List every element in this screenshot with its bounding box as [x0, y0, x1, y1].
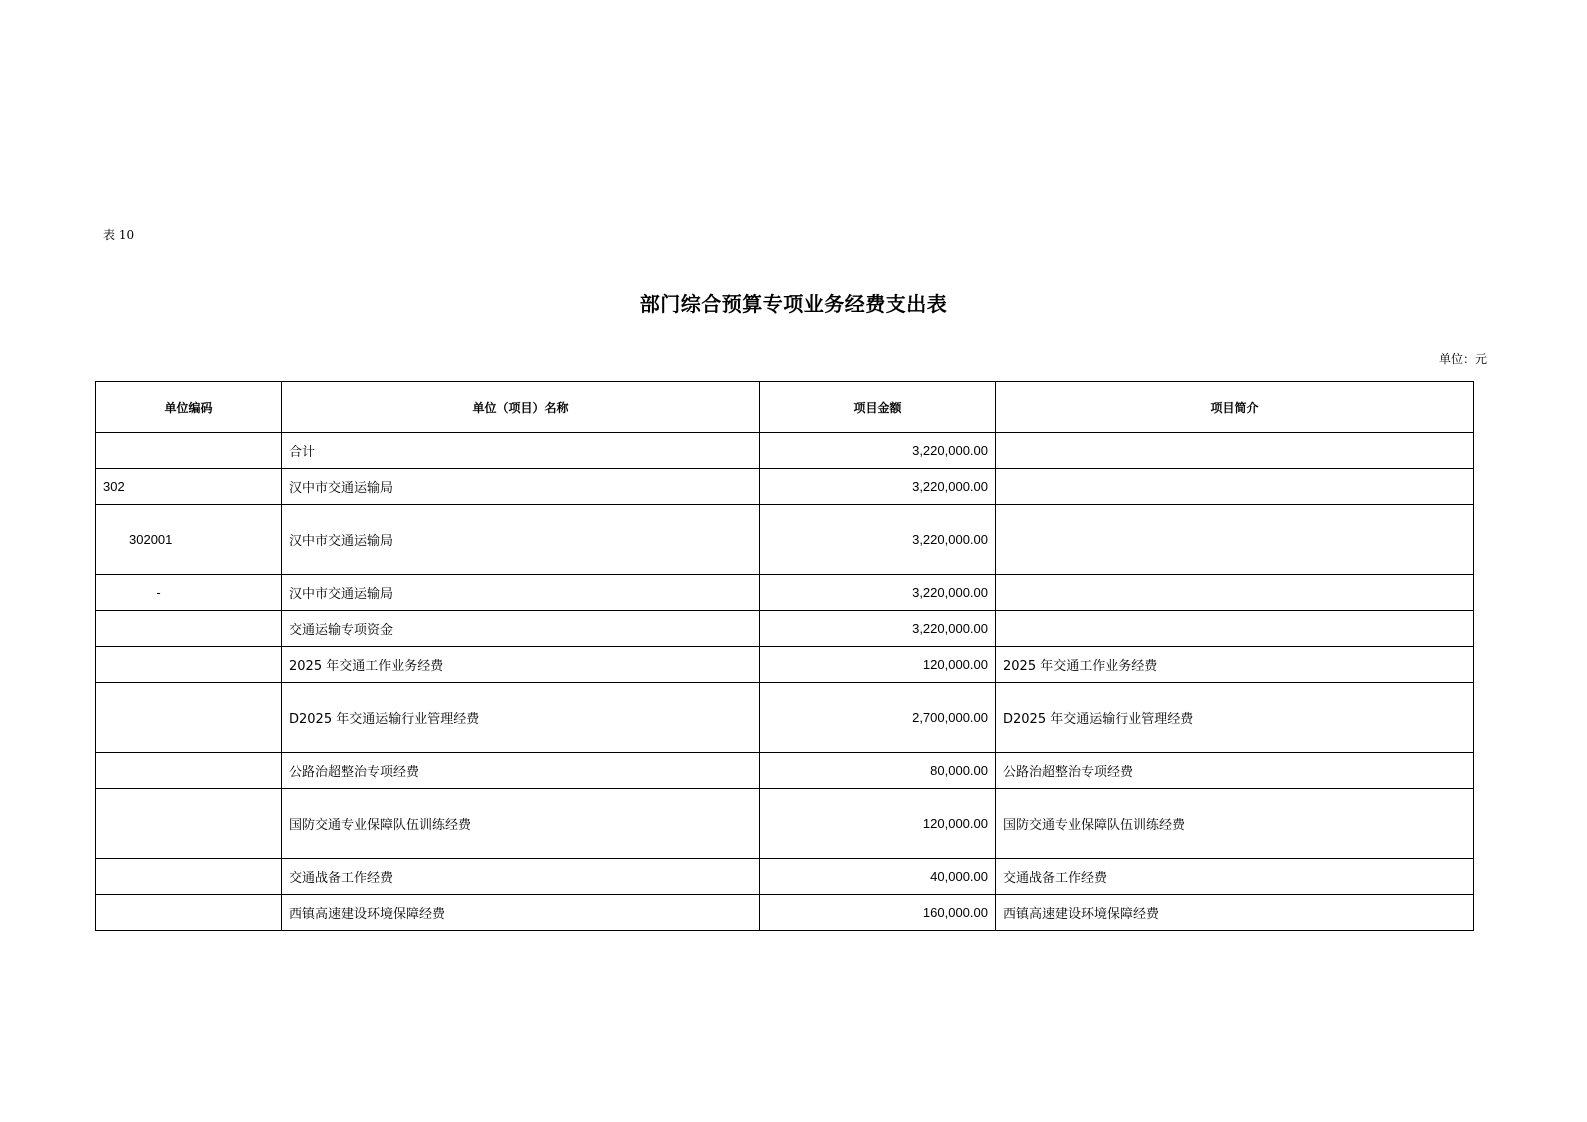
cell-code: -	[96, 575, 282, 611]
cell-name: 公路治超整治专项经费	[282, 753, 760, 789]
cell-amount: 40,000.00	[760, 859, 996, 895]
cell-description	[996, 469, 1474, 505]
cell-amount: 80,000.00	[760, 753, 996, 789]
cell-description: 国防交通专业保障队伍训练经费	[996, 789, 1474, 859]
cell-amount: 120,000.00	[760, 647, 996, 683]
cell-name: 合计	[282, 433, 760, 469]
cell-code	[96, 859, 282, 895]
table-row	[96, 647, 1474, 683]
cell-description: 交通战备工作经费	[996, 859, 1474, 895]
unit-label: 单位：元	[1438, 352, 1487, 366]
cell-name: 汉中市交通运输局	[282, 505, 760, 575]
cell-description	[996, 575, 1474, 611]
cell-code: 302001	[96, 505, 282, 575]
cell-name: 国防交通专业保障队伍训练经费	[282, 789, 760, 859]
cell-amount: 3,220,000.00	[760, 505, 996, 575]
cell-description	[996, 505, 1474, 575]
cell-code	[96, 433, 282, 469]
cell-code: 302	[96, 469, 282, 505]
cell-name: D2025 年交通运输行业管理经费	[282, 683, 760, 753]
table-row	[96, 505, 1474, 575]
cell-description: D2025 年交通运输行业管理经费	[996, 683, 1474, 753]
cell-amount: 120,000.00	[760, 789, 996, 859]
cell-code	[96, 753, 282, 789]
cell-description	[996, 433, 1474, 469]
cell-code	[96, 789, 282, 859]
cell-name: 西镇高速建设环境保障经费	[282, 895, 760, 931]
cell-amount: 3,220,000.00	[760, 575, 996, 611]
cell-amount: 2,700,000.00	[760, 683, 996, 753]
table-row	[96, 611, 1474, 647]
cell-description: 公路治超整治专项经费	[996, 753, 1474, 789]
table-row-total	[96, 433, 1474, 469]
table-row	[96, 859, 1474, 895]
cell-name: 2025 年交通工作业务经费	[282, 647, 760, 683]
table-row	[96, 895, 1474, 931]
cell-amount: 3,220,000.00	[760, 433, 996, 469]
page-title: 部门综合预算专项业务经费支出表	[639, 292, 948, 316]
table-row	[96, 575, 1474, 611]
table-number: 表 10	[103, 228, 135, 242]
cell-description: 2025 年交通工作业务经费	[996, 647, 1474, 683]
header-unit-code: 单位编码	[96, 382, 282, 433]
cell-description: 西镇高速建设环境保障经费	[996, 895, 1474, 931]
budget-table	[95, 381, 1474, 931]
cell-name: 交通运输专项资金	[282, 611, 760, 647]
header-unit-name: 单位（项目）名称	[282, 382, 760, 433]
cell-code	[96, 683, 282, 753]
cell-name: 汉中市交通运输局	[282, 469, 760, 505]
table-row	[96, 469, 1474, 505]
cell-amount: 3,220,000.00	[760, 611, 996, 647]
cell-amount: 3,220,000.00	[760, 469, 996, 505]
header-project-amount: 项目金额	[760, 382, 996, 433]
table-header-row	[96, 382, 1474, 433]
table-row	[96, 789, 1474, 859]
cell-code	[96, 895, 282, 931]
cell-name: 汉中市交通运输局	[282, 575, 760, 611]
header-project-description: 项目简介	[996, 382, 1474, 433]
table-row	[96, 753, 1474, 789]
cell-description	[996, 611, 1474, 647]
cell-code	[96, 611, 282, 647]
cell-code	[96, 647, 282, 683]
cell-amount: 160,000.00	[760, 895, 996, 931]
cell-name: 交通战备工作经费	[282, 859, 760, 895]
table-row	[96, 683, 1474, 753]
